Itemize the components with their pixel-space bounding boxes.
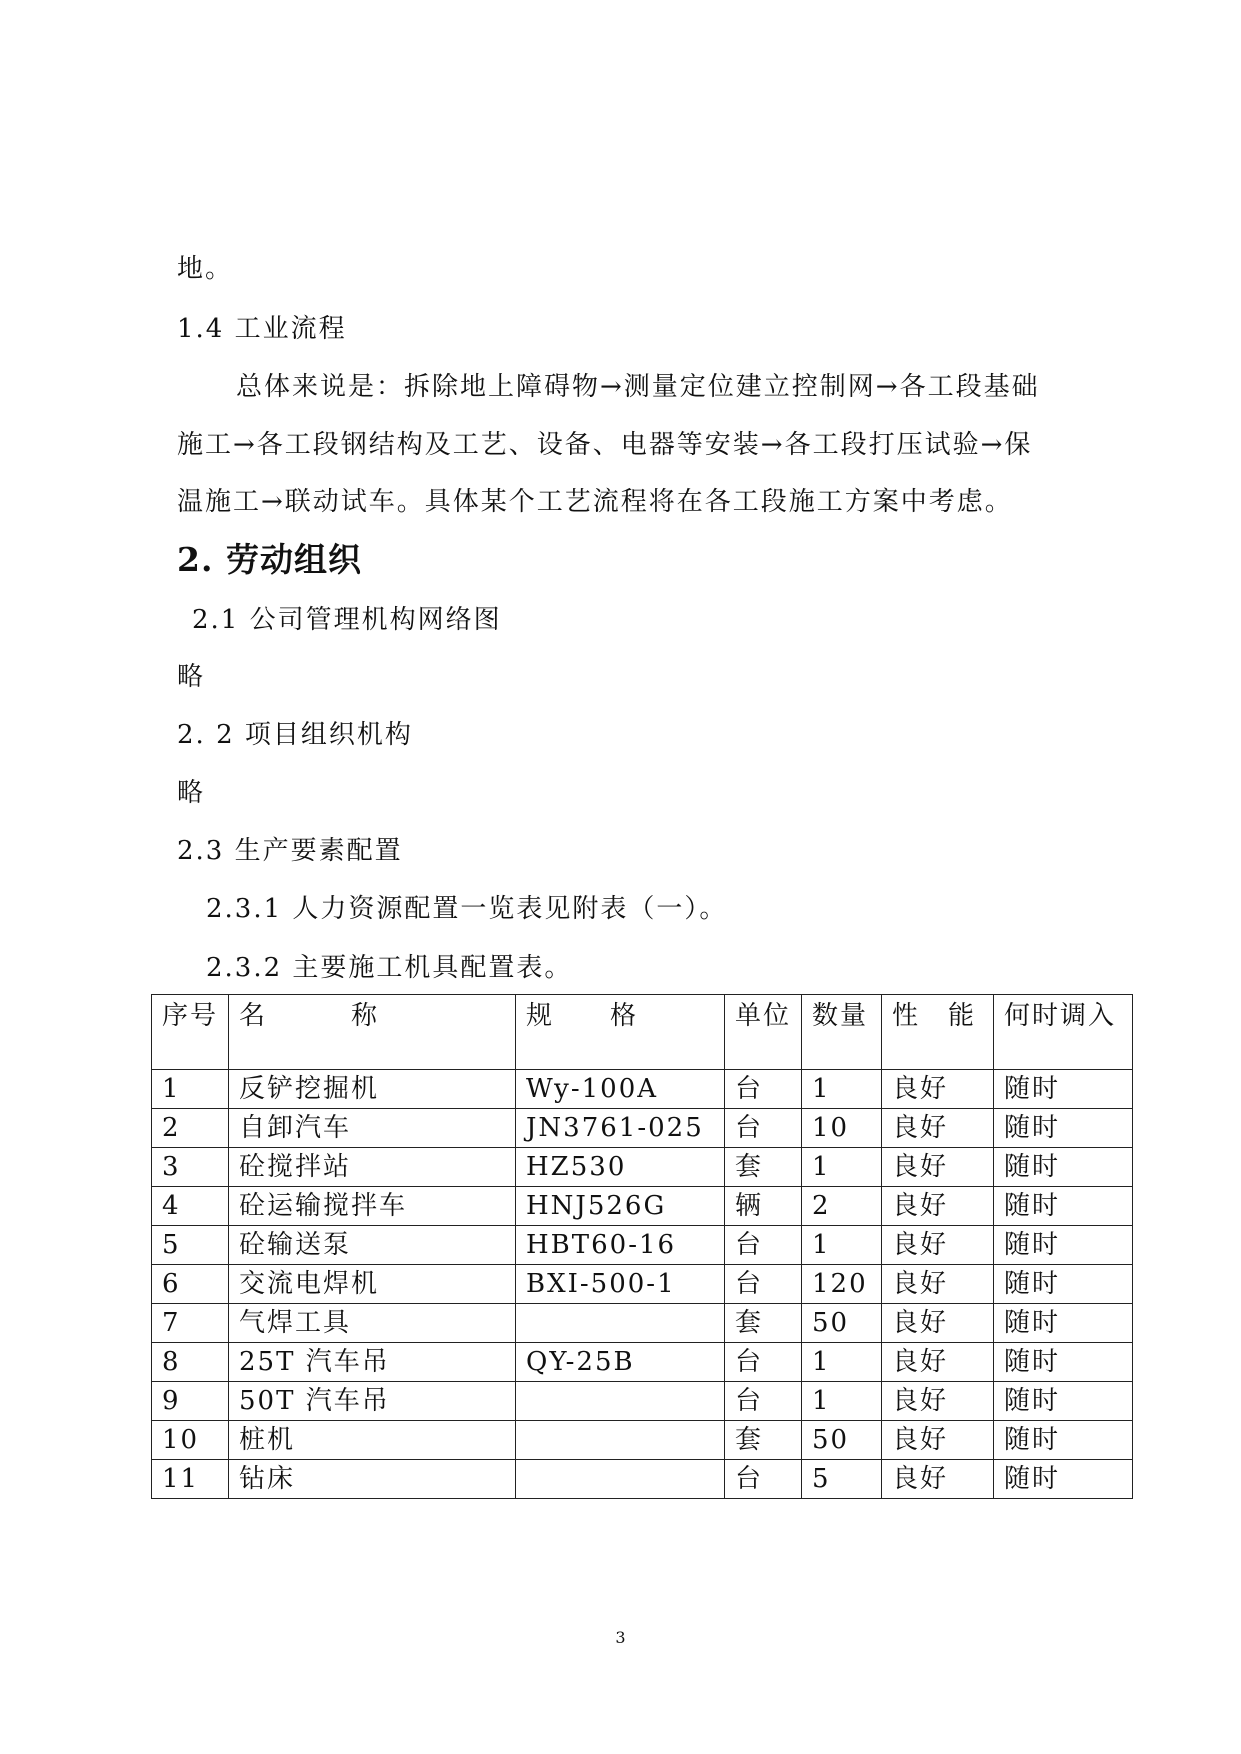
cell-no: 1 <box>152 1070 229 1109</box>
section-2-1-body: 略 <box>177 662 206 692</box>
cell-no: 2 <box>152 1109 229 1148</box>
flow-paragraph-line-1: 总体来说是：拆除地上障碍物→测量定位建立控制网→各工段基础 <box>236 372 1040 402</box>
cell-when: 随时 <box>994 1187 1133 1226</box>
cell-name: 砼运输搅拌车 <box>229 1187 516 1226</box>
cell-perf: 良好 <box>882 1226 994 1265</box>
cell-perf: 良好 <box>882 1070 994 1109</box>
cell-qty: 1 <box>802 1382 882 1421</box>
header-performance: 性 能 <box>882 995 994 1070</box>
table-row <box>152 1265 1133 1304</box>
page-number: 3 <box>615 1628 626 1647</box>
cell-qty: 120 <box>802 1265 882 1304</box>
cell-name: 交流电焊机 <box>229 1265 516 1304</box>
cell-unit: 台 <box>725 1070 802 1109</box>
chapter-heading-labor: 2. 劳动组织 <box>177 540 362 579</box>
cell-no: 3 <box>152 1148 229 1187</box>
header-unit: 单位 <box>725 995 802 1070</box>
cell-no: 9 <box>152 1382 229 1421</box>
section-heading-1-4: 1.4 工业流程 <box>177 314 347 344</box>
cell-perf: 良好 <box>882 1421 994 1460</box>
header-spec: 规 格 <box>516 995 725 1070</box>
section-heading-2-1: 2.1 公司管理机构网络图 <box>192 605 502 635</box>
cell-spec <box>516 1460 725 1499</box>
cell-no: 8 <box>152 1343 229 1382</box>
cell-qty: 1 <box>802 1343 882 1382</box>
flow-paragraph-line-2: 施工→各工段钢结构及工艺、设备、电器等安装→各工段打压试验→保 <box>177 430 1033 460</box>
cell-unit: 台 <box>725 1460 802 1499</box>
cell-spec: HBT60-16 <box>516 1226 725 1265</box>
cell-spec: JN3761-025 <box>516 1109 725 1148</box>
cell-qty: 50 <box>802 1421 882 1460</box>
cell-when: 随时 <box>994 1304 1133 1343</box>
cell-qty: 5 <box>802 1460 882 1499</box>
cell-no: 11 <box>152 1460 229 1499</box>
cell-perf: 良好 <box>882 1265 994 1304</box>
cell-perf: 良好 <box>882 1187 994 1226</box>
continued-paragraph: 地。 <box>177 254 234 284</box>
cell-qty: 50 <box>802 1304 882 1343</box>
cell-when: 随时 <box>994 1109 1133 1148</box>
section-heading-2-3-1: 2.3.1 人力资源配置一览表见附表（一）。 <box>206 894 728 924</box>
table-row <box>152 1070 1133 1109</box>
cell-no: 4 <box>152 1187 229 1226</box>
header-qty: 数量 <box>802 995 882 1070</box>
cell-spec <box>516 1421 725 1460</box>
cell-name: 反铲挖掘机 <box>229 1070 516 1109</box>
cell-no: 7 <box>152 1304 229 1343</box>
cell-qty: 10 <box>802 1109 882 1148</box>
cell-no: 10 <box>152 1421 229 1460</box>
table-row <box>152 1421 1133 1460</box>
table-row <box>152 1226 1133 1265</box>
cell-unit: 台 <box>725 1265 802 1304</box>
cell-no: 6 <box>152 1265 229 1304</box>
cell-spec: Wy-100A <box>516 1070 725 1109</box>
cell-unit: 辆 <box>725 1187 802 1226</box>
cell-spec: QY-25B <box>516 1343 725 1382</box>
cell-unit: 套 <box>725 1304 802 1343</box>
cell-no: 5 <box>152 1226 229 1265</box>
header-when: 何时调入 <box>994 995 1133 1070</box>
flow-paragraph-line-3: 温施工→联动试车。具体某个工艺流程将在各工段施工方案中考虑。 <box>177 487 1013 517</box>
section-heading-2-2: 2. 2 项目组织机构 <box>177 720 413 750</box>
table-row <box>152 1460 1133 1499</box>
cell-perf: 良好 <box>882 1304 994 1343</box>
header-no: 序号 <box>152 995 229 1070</box>
cell-name: 自卸汽车 <box>229 1109 516 1148</box>
cell-when: 随时 <box>994 1265 1133 1304</box>
header-name: 名 称 <box>229 995 516 1070</box>
section-2-2-body: 略 <box>177 778 206 808</box>
cell-qty: 1 <box>802 1226 882 1265</box>
cell-qty: 1 <box>802 1070 882 1109</box>
cell-perf: 良好 <box>882 1109 994 1148</box>
cell-name: 砼搅拌站 <box>229 1148 516 1187</box>
cell-when: 随时 <box>994 1070 1133 1109</box>
cell-when: 随时 <box>994 1421 1133 1460</box>
cell-perf: 良好 <box>882 1460 994 1499</box>
table-row <box>152 1109 1133 1148</box>
table-row <box>152 1382 1133 1421</box>
equipment-table <box>151 994 1133 1499</box>
cell-perf: 良好 <box>882 1382 994 1421</box>
cell-when: 随时 <box>994 1226 1133 1265</box>
cell-name: 钻床 <box>229 1460 516 1499</box>
cell-qty: 2 <box>802 1187 882 1226</box>
cell-unit: 台 <box>725 1382 802 1421</box>
cell-spec: HNJ526G <box>516 1187 725 1226</box>
cell-spec <box>516 1382 725 1421</box>
cell-spec <box>516 1304 725 1343</box>
cell-unit: 台 <box>725 1343 802 1382</box>
cell-name: 气焊工具 <box>229 1304 516 1343</box>
table-row <box>152 1343 1133 1382</box>
cell-perf: 良好 <box>882 1148 994 1187</box>
section-heading-2-3-2: 2.3.2 主要施工机具配置表。 <box>206 953 573 983</box>
section-heading-2-3: 2.3 生产要素配置 <box>177 836 403 866</box>
cell-when: 随时 <box>994 1148 1133 1187</box>
cell-unit: 台 <box>725 1109 802 1148</box>
cell-name: 25T 汽车吊 <box>229 1343 516 1382</box>
table-body <box>152 1070 1133 1499</box>
cell-unit: 台 <box>725 1226 802 1265</box>
cell-perf: 良好 <box>882 1343 994 1382</box>
cell-when: 随时 <box>994 1460 1133 1499</box>
table-row <box>152 1187 1133 1226</box>
cell-name: 50T 汽车吊 <box>229 1382 516 1421</box>
cell-name: 砼输送泵 <box>229 1226 516 1265</box>
cell-spec: HZ530 <box>516 1148 725 1187</box>
table-row <box>152 1304 1133 1343</box>
table-header-row <box>152 995 1133 1070</box>
cell-when: 随时 <box>994 1382 1133 1421</box>
cell-unit: 套 <box>725 1148 802 1187</box>
cell-qty: 1 <box>802 1148 882 1187</box>
table-row <box>152 1148 1133 1187</box>
cell-when: 随时 <box>994 1343 1133 1382</box>
cell-unit: 套 <box>725 1421 802 1460</box>
cell-spec: BXI-500-1 <box>516 1265 725 1304</box>
cell-name: 桩机 <box>229 1421 516 1460</box>
